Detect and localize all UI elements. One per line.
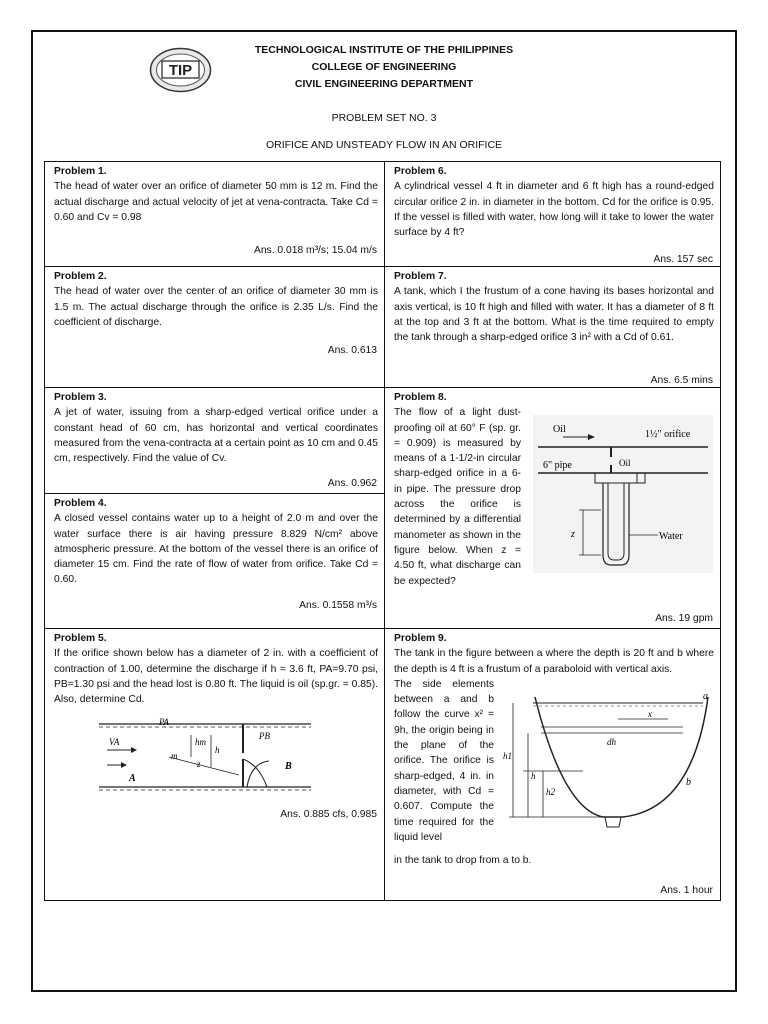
fig5-a-label: A xyxy=(129,773,136,784)
problem-3-text: A jet of water, issuing from a sharp-edged vertical orifice under a constant head of 60 cm, has horizontal and vertical coordinates measured from the vena-contracta at a certain point as 10 cm and 0.45 cm, respectively. Find the value of Cv. xyxy=(54,407,378,465)
fig9-a-label: a xyxy=(703,691,708,702)
problem-3-answer: Ans. 0.962 xyxy=(327,478,377,489)
problem-6-title: Problem 6. xyxy=(394,166,447,177)
problem-1-text: The head of water over an orifice of diameter 50 mm is 12 m. Find the actual discharge and actual velocity of jet at vena-contracta. Take Cd = 0.60 and Cv = 0.98 xyxy=(54,181,378,223)
fig9-x-label: x xyxy=(648,709,652,719)
problem-1-answer: Ans. 0.018 m³/s; 15.04 m/s xyxy=(253,245,377,256)
problem-1-title: Problem 1. xyxy=(54,166,107,177)
fig9-h2-label: h2 xyxy=(546,787,555,797)
fig5-b-label: B xyxy=(285,761,292,772)
fig9-h1-label: h1 xyxy=(503,751,512,761)
problem-3-title: Problem 3. xyxy=(54,392,107,403)
problem-5-title: Problem 5. xyxy=(54,633,107,644)
problem-7-cell xyxy=(384,266,721,388)
problem-9-cell xyxy=(384,628,721,901)
logo-text: TIP xyxy=(168,62,193,79)
department-name: CIVIL ENGINEERING DEPARTMENT xyxy=(294,78,474,90)
problem-5-text: If the orifice shown below has a diameter of 2 in. with a coefficient of contraction of 1.00, determine the discharge if h = 3.6 ft, PA=9.70 psi, PB=1.30 psi and the head lost is 0.80 ft. The liquid is oil (sp.gr. = 0.85). Also, determine Cd. xyxy=(54,648,378,706)
problem-1-cell xyxy=(44,161,385,267)
problem-7-text: A tank, which I the frustum of a cone having its bases horizontal and axis vertical, is 10 ft high and filled with water. It has a diameter of 8 ft at the top and 3 ft at the bottom. What is the time required to empty the tank through a sharp-edged orifice 3 in² with a Cd of 0.61. xyxy=(394,286,714,344)
fig5-va-label: VA xyxy=(109,737,120,747)
fig8-oil2-label: Oil xyxy=(619,458,631,468)
fig9-b-label: b xyxy=(686,777,691,788)
figure-manometer xyxy=(533,415,713,578)
problem-5-answer: Ans. 0.885 cfs, 0.985 xyxy=(280,809,377,820)
problem-5-cell xyxy=(44,628,385,901)
fig8-oil-label: Oil xyxy=(553,424,566,435)
fig8-water-label: Water xyxy=(659,531,683,542)
fig5-h-label: h xyxy=(215,745,220,755)
problem-2-cell xyxy=(44,266,385,388)
figure-orifice-pipe xyxy=(99,717,311,808)
figure-paraboloid-tank xyxy=(503,689,713,844)
problem-set-title: PROBLEM SET NO. 3 xyxy=(331,112,437,124)
fig8-pipe-label: 6" pipe xyxy=(543,460,572,471)
problem-9-text-part2: The side elements between a and b follow the curve x² = 9h, the origin being in the plane of the orifice. The orifice is sharp-edged, 4 in. in diameter, with Cd = 0.607. Compute the time required for the liquid level xyxy=(394,678,494,843)
institute-name: TECHNOLOGICAL INSTITUTE OF THE PHILIPPINES xyxy=(254,44,514,56)
fig5-z-label: z xyxy=(197,759,201,769)
problem-4-cell xyxy=(44,493,385,629)
problem-2-text: The head of water over the center of an orifice of diameter 30 mm is 1.5 m. The actual discharge through the orifice is 2.35 L/s. Find the coefficient of discharge. xyxy=(54,286,378,328)
problem-8-title: Problem 8. xyxy=(394,392,447,403)
fig5-hm-label: hm xyxy=(195,737,206,747)
problem-8-cell xyxy=(384,387,721,629)
fig5-pa-label: PA xyxy=(159,717,169,727)
problem-4-title: Problem 4. xyxy=(54,498,107,509)
problem-3-cell xyxy=(44,387,385,494)
problem-2-answer: Ans. 0.613 xyxy=(327,345,377,356)
problem-4-answer: Ans. 0.1558 m³/s xyxy=(299,600,377,611)
problem-8-answer: Ans. 19 gpm xyxy=(655,613,713,624)
problem-7-answer: Ans. 6.5 mins xyxy=(650,375,713,386)
fig5-m-label: m xyxy=(171,751,178,761)
college-name: COLLEGE OF ENGINEERING xyxy=(311,61,457,73)
fig5-pb-label: PB xyxy=(259,731,270,741)
problem-8-text: The flow of a light dust-proofing oil at 60° F (sp. gr. = 0.909) is measured by means of a 1-1/2-in circular sharp-edged orifice in a 6-in pipe. The pressure drop across the orifice is determined by a differential manometer as shown in the figure below. When z = 4.50 ft, what discharge can be expected? xyxy=(394,407,521,587)
problem-4-text: A closed vessel contains water up to a height of 2.0 m and over the water surface there is air having pressure 8.829 N/cm² above atmospheric pressure. At the bottom of the vessel there is an orifice of diameter 15 cm. Find the rate of flow of water from orifice. Take Cd = 0.60. xyxy=(54,513,378,586)
topic-title: ORIFICE AND UNSTEADY FLOW IN AN ORIFICE xyxy=(265,139,503,151)
problem-9-title: Problem 9. xyxy=(394,633,447,644)
problem-6-text: A cylindrical vessel 4 ft in diameter and 6 ft high has a round-edged circular orifice 2 in. in diameter in the bottom. Cd for the orifice is 0.95. If the vessel is filled with water, how long will it take to lower the water surface by 4 ft? xyxy=(394,181,714,239)
fig9-dh-label: dh xyxy=(607,737,616,747)
problem-7-title: Problem 7. xyxy=(394,271,447,282)
problem-9-text-part1: The tank in the figure between a where the depth is 20 ft and b where the depth is 4 ft is a frustum of a paraboloid with vertical axis. xyxy=(394,648,714,675)
problem-9-text-bottom: in the tank to drop from a to b. xyxy=(394,855,532,866)
fig8-orifice-label: 1½" orifice xyxy=(645,429,691,440)
problem-6-cell xyxy=(384,161,721,267)
fig9-h-label: h xyxy=(531,771,536,781)
problem-2-title: Problem 2. xyxy=(54,271,107,282)
fig8-z-label: z xyxy=(571,529,575,540)
problem-6-answer: Ans. 157 sec xyxy=(653,254,713,265)
problem-9-answer: Ans. 1 hour xyxy=(660,885,713,896)
